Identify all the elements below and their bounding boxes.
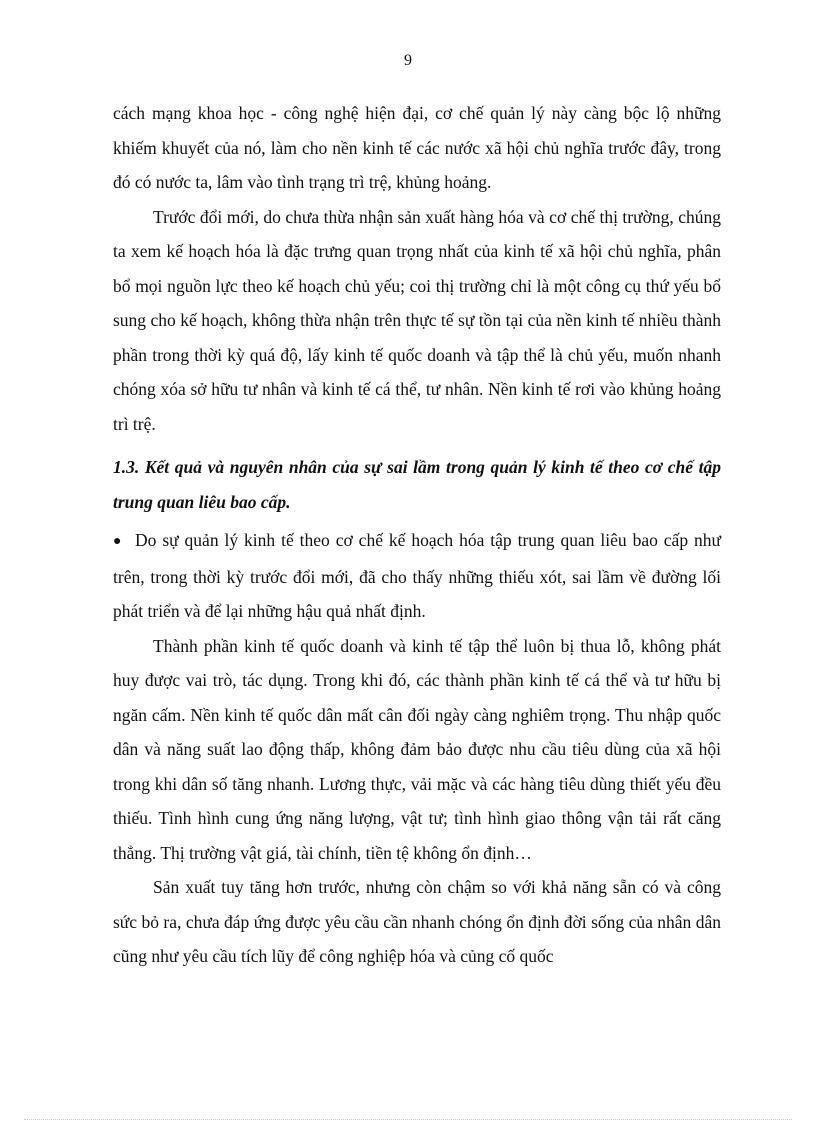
- bullet-icon: ●: [113, 534, 122, 549]
- footer-divider: [24, 1119, 792, 1120]
- section-heading: 1.3. Kết quả và nguyên nhân của sự sai lầm trong quản lý kinh tế theo cơ chế tập trung quan liêu bao cấp.: [113, 457, 721, 512]
- paragraph-4: Sản xuất tuy tăng hơn trước, nhưng còn chậm so với khả năng sẵn có và công sức bỏ ra, chưa đáp ứng được yêu cầu cần nhanh chóng ổn định đời sống của nhân dân cũng như yêu cầu tích lũy để công nghiệp hóa và củng cố quốc: [113, 877, 721, 966]
- paragraph-3: Thành phần kinh tế quốc doanh và kinh tế tập thể luôn bị thua lỗ, không phát huy được vai trò, tác dụng. Trong khi đó, các thành phần kinh tế cá thể và tư hữu bị ngăn cấm. Nền kinh tế quốc dân mất cân đối ngày càng nghiêm trọng. Thu nhập quốc dân và năng suất lao động thấp, không đảm bảo được nhu cầu tiêu dùng của xã hội trong khi dân số tăng nhanh. Lương thực, vải mặc và các hàng tiêu dùng thiết yếu đều thiếu. Tình hình cung ứng năng lượng, vật tư; tình hình giao thông vận tải rất căng thẳng. Thị trường vật giá, tài chính, tiền tệ không ổn định…: [113, 635, 721, 863]
- paragraph-1: cách mạng khoa học - công nghệ hiện đại, cơ chế quản lý này càng bộc lộ những khiếm khuyết của nó, làm cho nền kinh tế các nước xã hội chủ nghĩa trước đây, trong đó có nước ta, lâm vào tình trạng trì trệ, khủng hoảng.: [113, 103, 721, 192]
- document-body: [113, 96, 721, 974]
- paragraph-2: Trước đổi mới, do chưa thừa nhận sản xuất hàng hóa và cơ chế thị trường, chúng ta xem kế hoạch hóa là đặc trưng quan trọng nhất của kinh tế xã hội chủ nghĩa, phân bổ mọi nguồn lực theo kế hoạch chủ yếu; coi thị trường chỉ là một công cụ thứ yếu bổ sung cho kế hoạch, không thừa nhận trên thực tế sự tồn tại của nền kinh tế nhiều thành phần trong thời kỳ quá độ, lấy kinh tế quốc doanh và tập thể là chủ yếu, muốn nhanh chóng xóa sở hữu tư nhân và kinh tế cá thể, tư nhân. Nền kinh tế rơi vào khủng hoảng trì trệ.: [113, 206, 721, 434]
- page-number: 9: [404, 52, 412, 69]
- bullet-text: Do sự quản lý kinh tế theo cơ chế kế hoạch hóa tập trung quan liêu bao cấp như trên, trong thời kỳ trước đổi mới, đã cho thấy những thiếu xót, sai lầm về đường lối phát triển và để lại những hậu quả nhất định.: [113, 530, 721, 621]
- bullet-paragraph: [113, 523, 721, 629]
